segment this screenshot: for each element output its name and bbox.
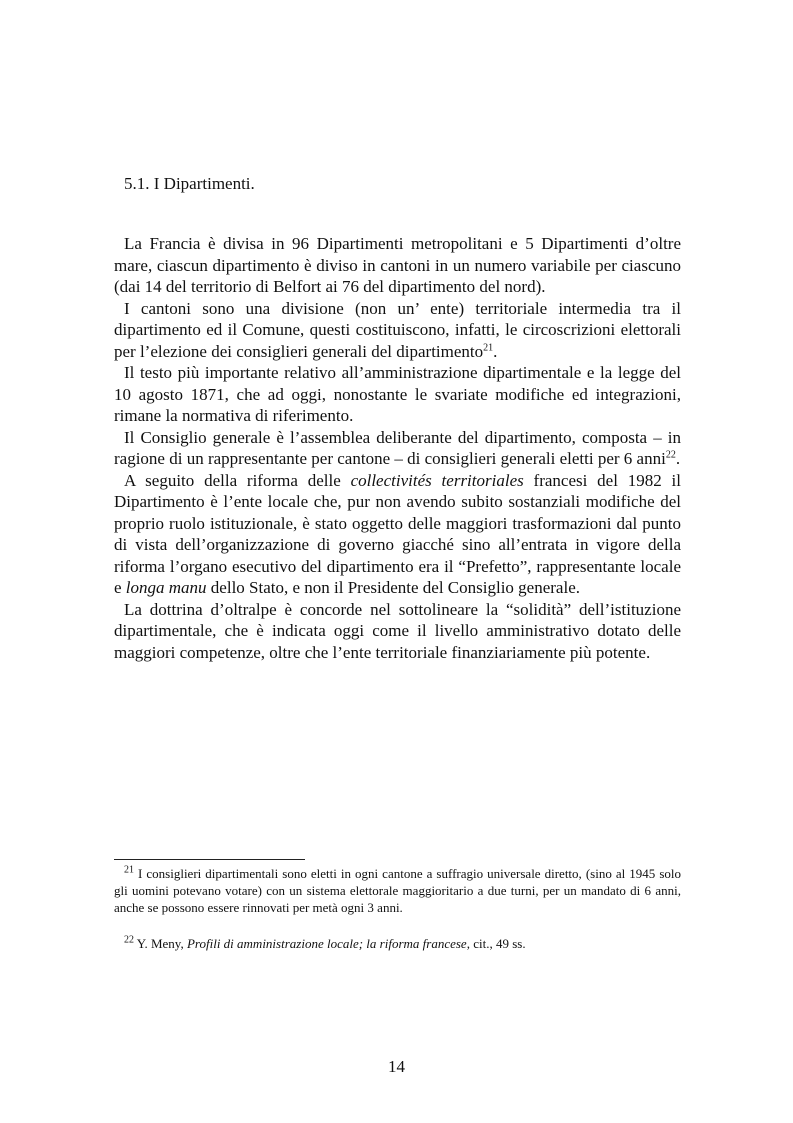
paragraph-2-text: I cantoni sono una divisione (non un’ ente) territoriale intermedia tra il dipartimento ed il Comune, questi costituiscono, infatti, le circoscrizioni elettorali per l’elezione dei consiglieri generali del dipartimento <box>114 298 681 361</box>
paragraph-5 <box>114 470 681 599</box>
page-number: 14 <box>388 1057 405 1076</box>
footnote-22-text-a: Y. Meny, <box>134 936 187 951</box>
paragraph-5-part-c: dello Stato, e non il Presidente del Consiglio generale. <box>206 578 580 597</box>
paragraph-5-part-a: A seguito della riforma delle <box>124 470 351 490</box>
footnote-21 <box>114 865 681 916</box>
footnote-ref-21[interactable]: 21 <box>483 341 494 353</box>
paragraph-3: Il testo più importante relativo all’amministrazione dipartimentale e la legge del 10 agosto 1871, che ad oggi, nonostante le svariate modifiche ed integrazioni, rimane la normativa di riferimento. <box>114 363 681 425</box>
section-heading: 5.1. I Dipartimenti. <box>124 174 255 193</box>
footnote-22 <box>114 935 681 952</box>
footnote-ref-22[interactable]: 22 <box>665 449 676 461</box>
footnote-21-number: 21 <box>124 864 134 876</box>
paragraph-2-end: . <box>493 341 498 361</box>
paragraph-4-end: . <box>675 449 681 468</box>
footnote-22-title: Profili di amministrazione locale; la riforma francese <box>186 936 467 951</box>
body-text <box>114 233 681 663</box>
paragraph-4 <box>114 427 681 470</box>
footnote-22-text-b: , cit., 49 ss. <box>466 936 526 951</box>
paragraph-4-text: Il Consiglio generale è l’assemblea deliberante del dipartimento, composta – in ragione di un rappresentante per cantone – di consiglieri generali eletti per 6 anni <box>114 427 681 468</box>
paragraph-6: La dottrina d’oltralpe è concorde nel sottolineare la “solidità” dell’istituzione dipartimentale, che è indicata oggi come il livello amministrativo dotato delle maggiori competenze, oltre che l’ente territoriale finanziariamente più potente. <box>114 599 681 662</box>
paragraph-5-part-b: francesi del 1982 il Dipartimento è l’ente locale che, pur non avendo subito sostanziali modifiche del proprio ruolo istituzionale, è stato oggetto delle maggiori trasformazioni dal punto di vista dell’organizzazione di governo giacché sino all’entrata in vigore della riforma l’organo esecutivo del dipartimento era il “Prefetto”, rappresentante locale e <box>114 470 681 597</box>
paragraph-5-italic-2: longa manu <box>125 578 207 597</box>
paragraph-2 <box>114 298 681 363</box>
footnote-22-number: 22 <box>124 934 134 946</box>
footnote-21-text: I consiglieri dipartimentali sono eletti in ogni cantone a suffragio universale diretto, (sino al 1945 solo gli uomini potevano votare) con un sistema elettorale maggioritario a due turni, per un mandato di 6 anni, anche se possono essere rinnovati per metà ogni 3 anni. <box>114 866 681 915</box>
paragraph-5-italic-1: collectivités territoriales <box>350 470 524 490</box>
paragraph-1: La Francia è divisa in 96 Dipartimenti metropolitani e 5 Dipartimenti d’oltre mare, ciascun dipartimento è diviso in cantoni in un numero variabile per ciascuno (dai 14 del territorio di Belfort ai 76 del dipartimento del nord). <box>114 234 681 296</box>
footnote-divider <box>114 859 305 860</box>
